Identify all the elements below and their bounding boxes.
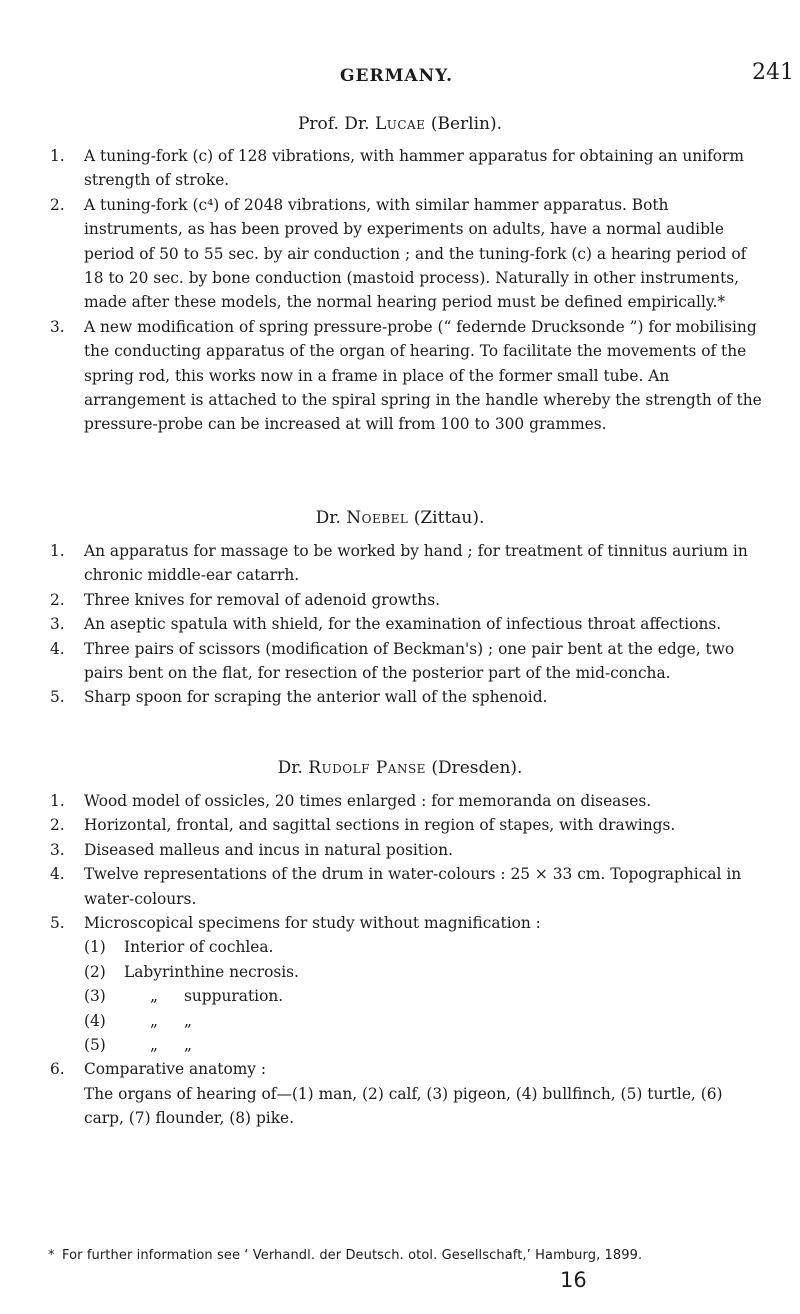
comparative-anatomy-detail: The organs of hearing of—(1) man, (2) calf, (3) pigeon, (4) bullfinch, (5) turtle, (6) carp, (7) flounder, (8) pike. xyxy=(84,1084,723,1128)
list-item xyxy=(50,193,762,315)
list-item xyxy=(50,539,762,588)
section-heading-noebel xyxy=(0,508,800,528)
footnote-mark: * xyxy=(48,1248,55,1263)
ditto-mark: „ xyxy=(150,987,158,1006)
ditto-mark: „ xyxy=(150,1011,158,1030)
specimen-list xyxy=(84,935,762,1057)
item-number: 1. xyxy=(50,792,65,810)
specimen-text: „ xyxy=(184,1011,192,1030)
section-heading-panse xyxy=(0,758,800,778)
list-item xyxy=(50,612,762,636)
heading-suffix: (Dresden). xyxy=(425,758,523,778)
specimen-number: (5) xyxy=(84,1036,106,1055)
running-head-title: GERMANY. xyxy=(340,66,454,86)
item-text: An apparatus for massage to be worked by hand ; for treatment of tinnitus aurium in chronic middle-ear catarrh. xyxy=(84,542,748,585)
specimen-number: (4) xyxy=(84,1011,106,1030)
heading-suffix: (Zittau). xyxy=(408,508,485,528)
specimen-text: suppuration. xyxy=(184,987,284,1006)
item-text: A tuning-fork (c⁴) of 2048 vibrations, with similar hammer apparatus. Both instruments, as has been proved by experiments on adults, have a normal audible period of 50 to 55 sec. by air conduction ; and the tuning-fork (c) a hearing period of 18 to 20 sec. by bone conduction (mastoid process). Naturally in other instruments, made after these models, the normal hearing period must be defined empirically.* xyxy=(84,195,747,312)
running-head xyxy=(0,60,800,94)
list-item xyxy=(50,911,762,1057)
item-number: 3. xyxy=(50,840,65,859)
list-item xyxy=(50,637,762,686)
item-number: 2. xyxy=(50,816,65,835)
heading-suffix: (Berlin). xyxy=(425,114,503,134)
item-text: Wood model of ossicles, 20 times enlarged : for memoranda on diseases. xyxy=(84,792,652,810)
footnote xyxy=(48,1248,768,1263)
specimen-text: „ xyxy=(184,1036,192,1055)
list-item xyxy=(50,1057,762,1130)
signature-mark: 16 xyxy=(560,1268,587,1292)
specimen-text: Labyrinthine necrosis. xyxy=(124,962,299,981)
section-heading-lucae xyxy=(0,114,800,134)
item-number: 5. xyxy=(50,914,65,933)
list-item xyxy=(50,838,762,862)
item-number: 4. xyxy=(50,639,65,658)
specimen-number: (2) xyxy=(84,962,106,981)
list-item xyxy=(50,588,762,612)
list-item xyxy=(50,813,762,837)
item-number: 4. xyxy=(50,865,65,884)
lucae-item-list xyxy=(50,144,762,437)
item-text: An aseptic spatula with shield, for the examination of infectious throat affections. xyxy=(84,615,722,634)
list-item xyxy=(50,144,762,193)
heading-prefix: Dr. xyxy=(277,758,309,778)
heading-prefix: Dr. xyxy=(315,508,347,528)
list-item xyxy=(50,685,762,709)
specimen-number: (1) xyxy=(84,938,106,957)
list-item xyxy=(50,862,762,911)
specimen-item xyxy=(84,984,762,1008)
item-number: 2. xyxy=(50,195,65,214)
item-number: 1. xyxy=(50,147,65,165)
item-text: A tuning-fork (c) of 128 vibrations, with hammer apparatus for obtaining an uniform strength of stroke. xyxy=(84,147,744,190)
panse-item-list xyxy=(50,789,762,1131)
specimen-item xyxy=(84,1009,762,1033)
heading-name: Lucae xyxy=(374,114,426,134)
item-number: 6. xyxy=(50,1060,65,1079)
noebel-item-list xyxy=(50,539,762,710)
list-item xyxy=(50,315,762,437)
item-text: Microscopical specimens for study without magnification : xyxy=(84,914,541,933)
item-text: Horizontal, frontal, and sagittal sections in region of stapes, with drawings. xyxy=(84,816,676,835)
ditto-mark: „ xyxy=(150,1036,158,1055)
item-text: Sharp spoon for scraping the anterior wall of the sphenoid. xyxy=(84,688,548,707)
item-text: Comparative anatomy : xyxy=(84,1060,267,1079)
item-text: A new modification of spring pressure-probe (“ federnde Drucksonde ”) for mobilising the conducting apparatus of the organ of hearing. To facilitate the movements of the spring rod, this works now in a frame in place of the former small tube. An arrangement is attached to the spiral spring in the handle whereby the strength of the pressure-probe can be increased at will from 100 to 300 grammes. xyxy=(84,317,762,434)
item-number: 5. xyxy=(50,688,65,707)
specimen-number: (3) xyxy=(84,987,106,1006)
list-item xyxy=(50,789,762,813)
item-text: Three knives for removal of adenoid growths. xyxy=(84,590,440,609)
item-text: Diseased malleus and incus in natural position. xyxy=(84,840,453,859)
footnote-text: For further information see ‘ Verhandl. der Deutsch. otol. Gesellschaft,’ Hamburg, 1899. xyxy=(62,1248,643,1263)
heading-name: Rudolf Panse xyxy=(308,758,426,778)
item-number: 2. xyxy=(50,590,65,609)
item-number: 3. xyxy=(50,615,65,634)
heading-prefix: Prof. Dr. xyxy=(297,114,375,134)
specimen-item xyxy=(84,960,762,984)
page-number: 241 xyxy=(752,60,794,85)
item-text: Three pairs of scissors (modification of Beckman's) ; one pair bent at the edge, two pairs bent on the flat, for resection of the posterior part of the mid-concha. xyxy=(84,639,735,683)
specimen-item xyxy=(84,1033,762,1057)
specimen-text: Interior of cochlea. xyxy=(124,938,274,957)
specimen-item xyxy=(84,935,762,959)
item-number: 1. xyxy=(50,542,65,560)
heading-name: Noebel xyxy=(346,508,409,528)
item-number: 3. xyxy=(50,317,65,336)
item-text: Twelve representations of the drum in water-colours : 25 × 33 cm. Topographical in water-colours. xyxy=(84,865,742,908)
